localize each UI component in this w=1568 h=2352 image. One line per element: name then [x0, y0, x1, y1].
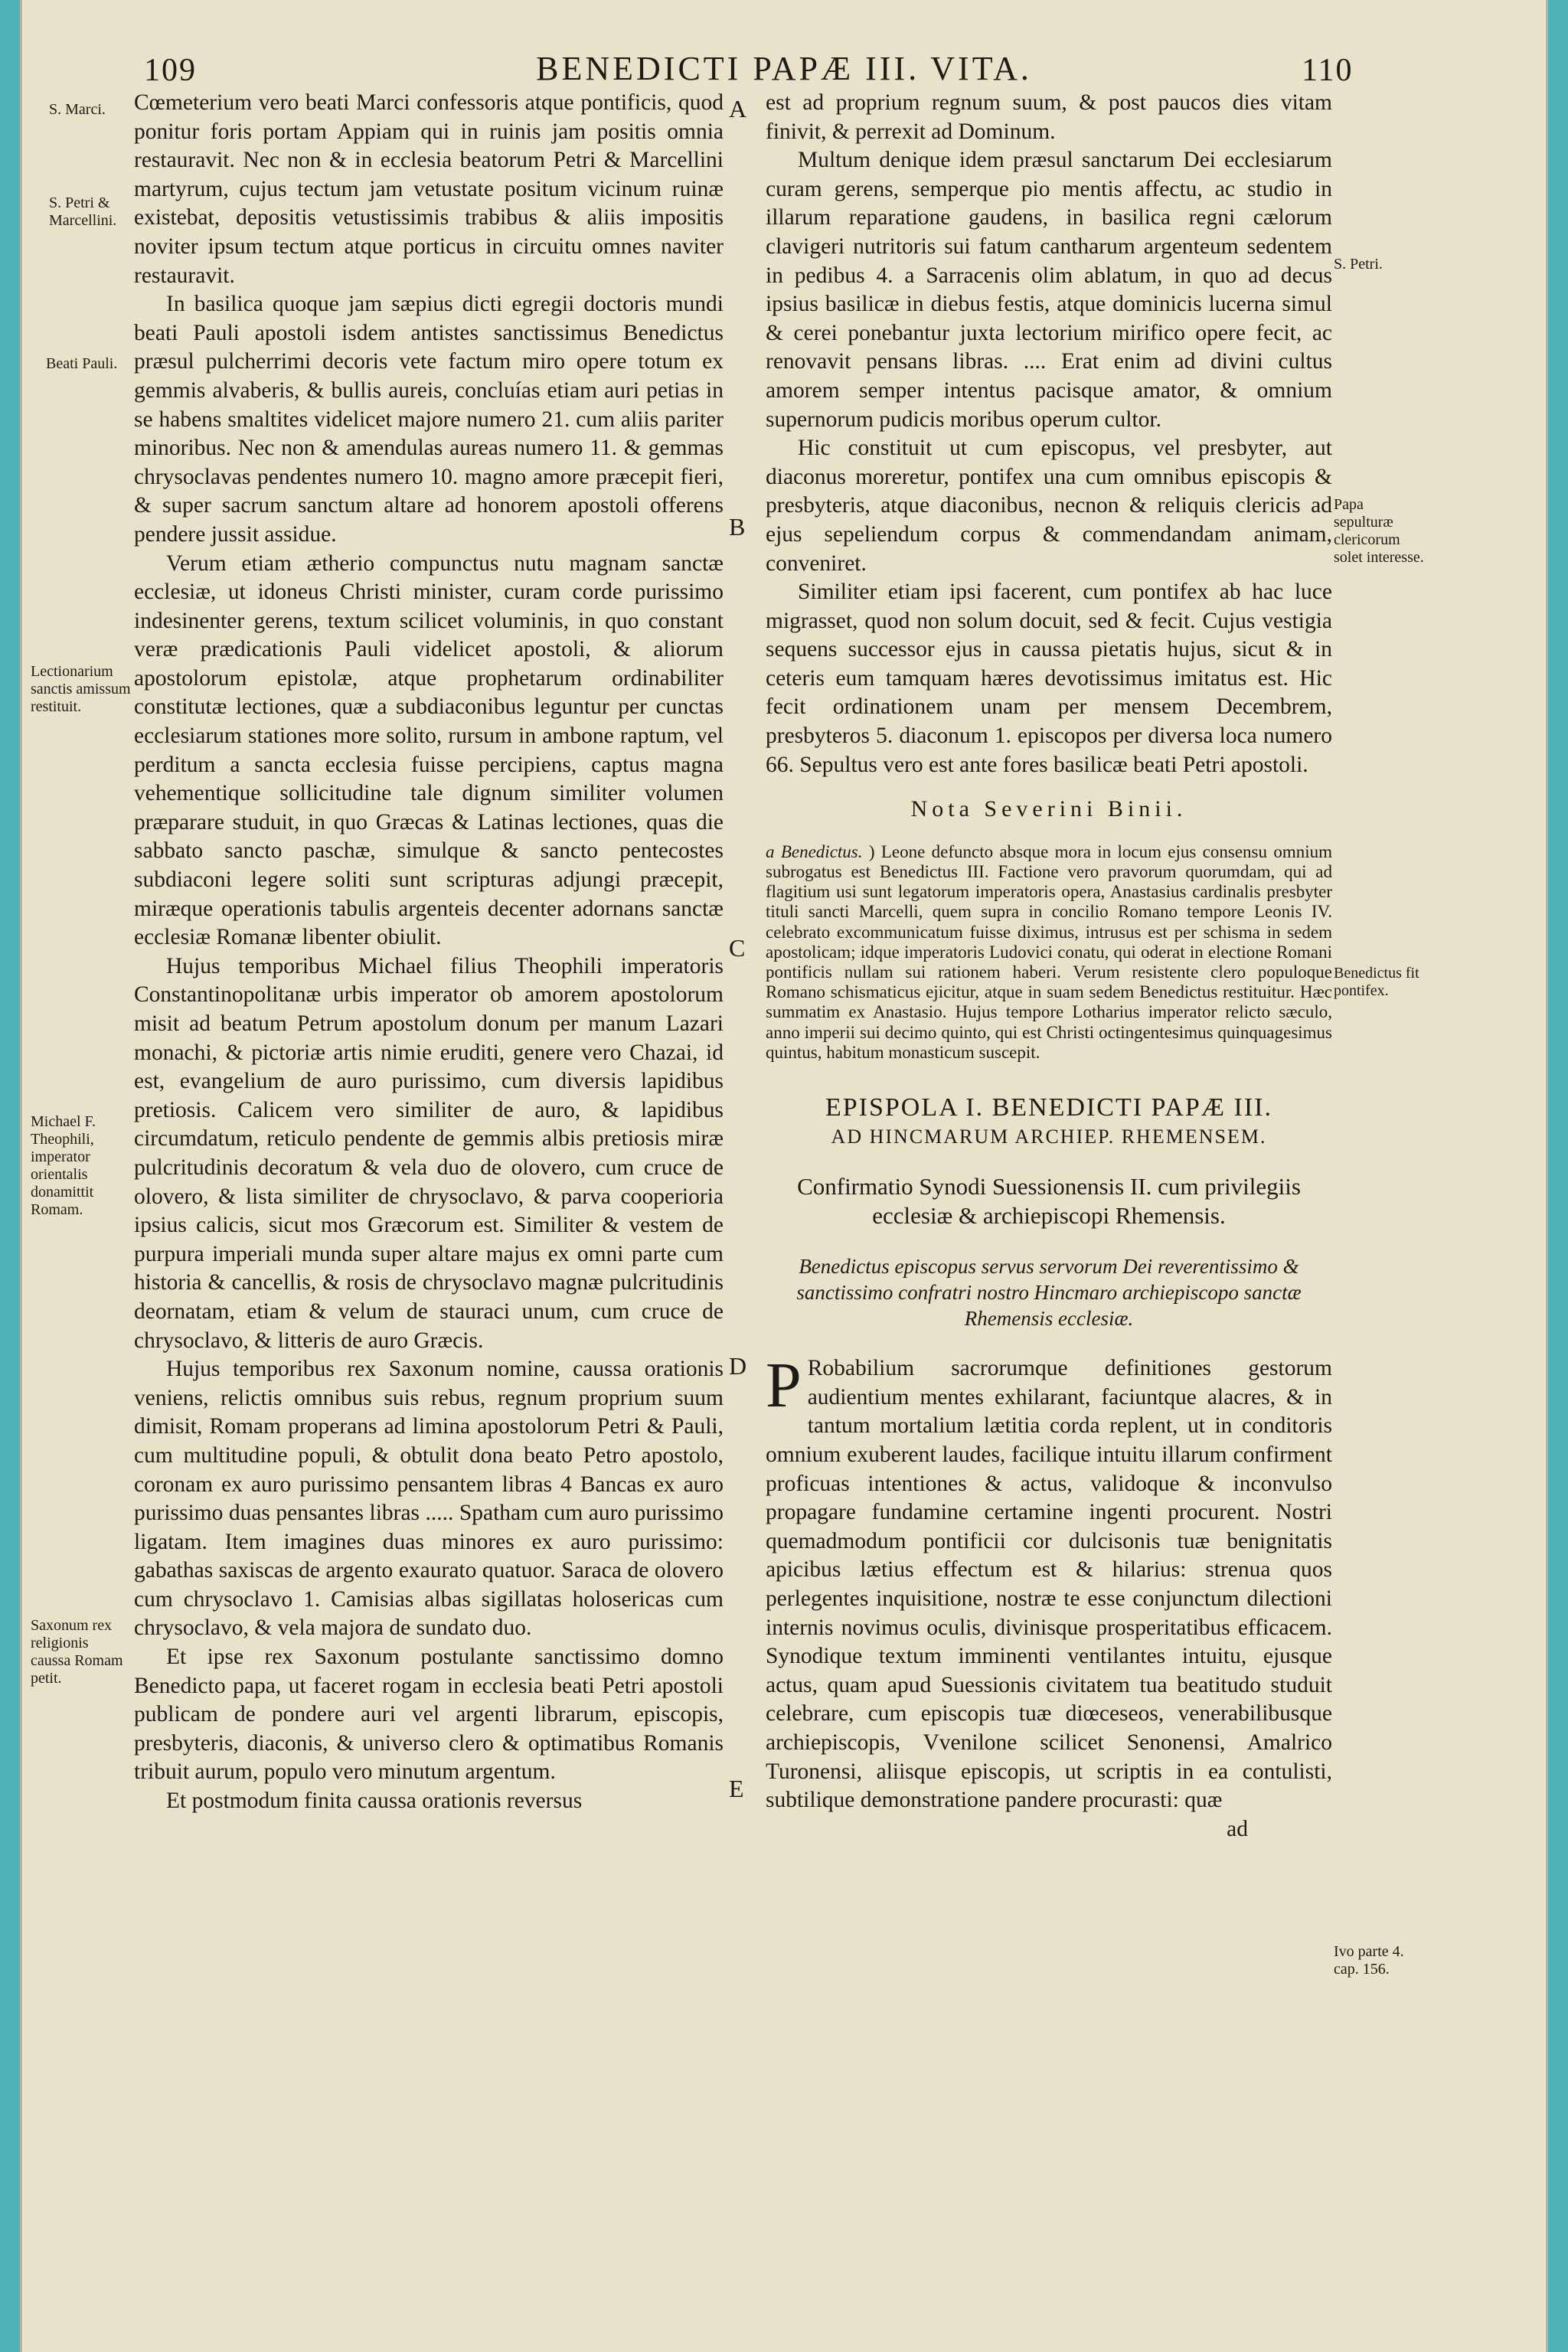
nota-lead: a Benedictus.	[766, 841, 863, 861]
running-title: BENEDICTI PAPÆ III. VITA.	[536, 50, 1032, 87]
paragraph: Multum denique idem præsul sanctarum Dei ecclesiarum curam gerens, semperque pio mentis affectu, ac studio in illarum reparatione gaudens, in basilica regni cælorum clavigeri nutritoris sui fatum cantharum argenteum sedentem in pedibus 4. a Sarracenis olim ablatum, in quo ad decus ipsius basilicæ in diebus festis, atque dominicis lucerna simul & cerei ponebantur juxta lectorium mirifico opere fecit, ac renovavit pensans libras. .... Erat enim ad divini cultus amorem semper intentus pacisque amator, & omnium supernorum pudicis moribus operum cultor.	[766, 148, 1332, 432]
drop-capital: P	[766, 1350, 802, 1422]
left-column-text	[134, 89, 724, 1816]
page-edge-right	[1546, 0, 1548, 2352]
paragraph: Similiter etiam ipsi facerent, cum pontifex ab hac luce migrasset, quod non solum docuit, sed & fecit. Cujus vestigia sequens successor ejus in caussa pietatis hujus, sicut & in ceteris eum tamquam hæres devotissimus imitatus est. Hic fecit ordinationem unam per mensem Decembrem, presbyteros 5. diaconum 1. episcopos per diversa loca numero 66. Sepultus vero est ante fores basilicæ beati Petri apostoli.	[766, 580, 1332, 777]
margin-note-saxonum-rex: Saxonum rex religionis caussa Romam petit.	[31, 1617, 123, 1687]
right-page-number: 110	[1302, 53, 1354, 88]
section-letter-c: C	[729, 934, 746, 962]
margin-note-petri-marcellini: S. Petri & Marcellini.	[49, 194, 117, 229]
section-letter-d: D	[729, 1352, 747, 1380]
epistola-title: EPISPOLA I. BENEDICTI PAPÆ III.	[825, 1093, 1272, 1122]
margin-note-lectionarium: Lectionarium sanctis amissum restituit.	[31, 663, 131, 715]
scan-edge-right	[1548, 0, 1568, 2352]
section-letter-b: B	[729, 513, 746, 541]
paragraph: Verum etiam ætherio compunctus nutu magnam sanctæ ecclesiæ, ut idoneus Christi minister, curam corde purissimo indesinenter gerens, textum scilicet voluminis, in quo constant veræ prædicationis Pauli videlicet apostoli, & aliorum apostolorum epistolæ, atque prophetarum ordinabiliter constitutæ lectiones, quæ a subdiaconibus leguntur per cunctas ecclesiarum stationes more solito, rursum in ambone raptum, vel perditum a sancta ecclesia fuisse percipiens, captus magna vehementique sollicitudine tale dignum similiter volumen præparare studuit, in quo Græcas & Latinas lectiones, quas die sabbato sancto paschæ, simulque & sancto pentecostes subdiaconi legere soliti sunt scripturas adjungi præcepit, miræque operationis tabulis argenteis decenter adornans sanctæ ecclesiæ Romanæ libenter obiulit.	[134, 550, 724, 950]
epistola-salutation: Benedictus episcopus servus servorum Dei reverentissimo & sanctissimo confratri nostro Hincmaro archiepiscopo sanctæ Rhemensis ecclesiæ.	[796, 1255, 1302, 1331]
margin-note-papa-sepulturae: Papa sepulturæ clericorum solet interesse.	[1334, 496, 1424, 566]
epistola-body	[766, 1350, 1332, 1815]
paragraph: Et postmodum finita caussa orationis reversus	[166, 1788, 583, 1814]
paragraph: Et ipse rex Saxonum postulante sanctissimo domno Benedicto papa, ut faceret rogam in ecclesia beati Petri apostoli publicam de pondere auri vel argenti librarum, episcopis, presbyteris, diaconis, & universo clero & optimatibus Romanis tribuit aurum, populo vero minutum argentum.	[134, 1645, 724, 1785]
epistola-confirmatio: Confirmatio Synodi Suessionensis II. cum privilegiis ecclesiæ & archiepiscopi Rhemensis.	[797, 1173, 1301, 1230]
margin-note-s-marci: S. Marci.	[49, 101, 106, 118]
section-letter-a: A	[729, 95, 747, 122]
nota-body: ) Leone defuncto absque mora in locum ejus consensu omnium subrogatus est Benedictus III. Factione vero pravorum quorumdam, qui ad flagitium usi sunt legatorum imperatoris opera, Anastasius cardinalis presbyter tituli sancti Marcelli, quem supra in concilio Romano tempore Leonis IV. celebrato excommunicatum fuisse diximus, intrusus est per schisma in sedem apostolicam; idque imperatoris Ludovici conatu, qui oderat in electione Romani pontificis nullam sui rationem haberi. Verum resistente clero populoque Romano schismaticus ejicitur, atque in suam sedem Benedictus restituitur. Hæc summatim ex Anastasio. Hujus tempore Lotharius imperator relicto sæculo, anno imperii sui decimo quinto, qui est Christi octingentesimus quinquagesimus quintus, habitum monasticum suscepit.	[766, 841, 1333, 1062]
page-edge-left	[20, 0, 22, 2352]
nota-text	[766, 842, 1332, 1063]
paragraph: Hujus temporibus Michael filius Theophili imperatoris Constantinopolitanæ urbis imperator ob amorem apostolorum misit ad beatum Petrum apostolum donum per manum Lazari monachi, & pictoriæ artis nimie eruditi, genere vero Chazai, id est, evangelium de auro purissimo, cum diversis lapidibus pretiosis. Calicem vero similiter de auro, & lapidibus circumdatum, reticulo pendente de gemmis albis pretiosis miræ pulcritudinis decoratum & vela duo de olovero, cum cruce de olovero, & lista similiter de chrysoclavo, & parva cooperioria ipsius calicis, sicut mos Græcorum est. Similiter & vestem de purpura imperiali munda super altare majus ex omni parte cum historia & cancellis, & rosis de chrysoclavo magnæ pulcritudinis deornatam, etiam & velum de stauraci unum, cum cruce de chrysoclavo, & litteris de auro Græcis.	[134, 953, 724, 1353]
epistola-body-text: Robabilium sacrorumque definitiones gestorum audientium mentes exhilarant, faciuntque alacres, & in tantum mortalium lætitia corda replent, ut in conditoris omnium exuberent laudes, facilique intuitu illarum confirment proficuas intentiones & actus, validoque & inconvulso propagare fundamine certamine ingenti procurent. Nostri quemadmodum pontificii cor dulcisonis tuæ benignitatis apicibus lætius effectum est & hilarius: strenua quos perlegentes inquisitione, nostræ te esse conjunctum dilectioni internis novimus oculis, divinisque prosperitatibus efficacem. Synodique textum imminenti ventilantes intuitu, ejusque actus, quam apud Suessionis civitatem tua beatitudo studuit celebrare, cum episcopis tuæ diœceseos, venerabilibusque archiepiscopis, Vvenilone scilicet Senonensi, Amalrico Turonensi, aliisque episcopis, ut scriptis in ea contulisti, subtilique demonstratione pandere procurasti: quæ	[766, 1356, 1332, 1813]
catchword: ad	[1227, 1816, 1248, 1841]
paragraph: Hujus temporibus rex Saxonum nomine, caussa orationis veniens, relictis omnibus suis rebus, regnum proprium suum dimisit, Romam properans ad limina apostolorum Petri & Pauli, cum multitudine populi, & obtulit dona beato Petro apostolo, coronam ex auro purissimo pensantem libras 4 Bancas ex auro purissimo duas pensantes libras ..... Spatham cum auro purissimo ligatam. Item imagines duas minores ex auro purissimo: gabathas saxiscas de argento exaurato quatuor. Saraca de olovero cum chrysoclavo 1. Camisias albas sigillatas holosericas cum chrysoclavo, & vela majora de sundato duo.	[134, 1357, 724, 1641]
left-page-number: 109	[144, 53, 197, 88]
scan-edge-left	[0, 0, 20, 2352]
margin-note-benedictus-pontifex: Benedictus fit pontifex.	[1334, 965, 1419, 999]
margin-note-beati-pauli: Beati Pauli.	[46, 355, 118, 372]
margin-note-ivo: Ivo parte 4. cap. 156.	[1334, 1943, 1404, 1978]
epistola-subtitle: AD HINCMARUM ARCHIEP. RHEMENSEM.	[831, 1125, 1267, 1148]
nota-heading: Nota Severini Binii.	[910, 796, 1187, 822]
section-letter-e: E	[729, 1775, 744, 1802]
paragraph: est ad proprium regnum suum, & post paucos dies vitam finivit, & perrexit ad Dominum.	[766, 90, 1332, 144]
paragraph: Cœmeterium vero beati Marci confessoris atque pontificis, quod ponitur foris portam Appiam qui in ruinis jam positis omnia restauravit. Nec non & in ecclesia beatorum Petri & Marcellini martyrum, cujus tectum jam vetustate positum vicinum ruinæ existebat, depositis vetustissimis trabibus & aliis impositis noviter ipsum tectum atque porticus in circuitu omnes naviter restauravit.	[134, 90, 724, 288]
right-column-text	[766, 89, 1332, 1844]
margin-note-s-petri: S. Petri.	[1334, 256, 1383, 273]
paragraph: Hic constituit ut cum episcopus, vel presbyter, aut diaconus moreretur, pontifex una cum omnibus episcopis & presbyteris, atque diaconibus, necnon & reliquis clericis ad ejus sepeliendum corpus & commendandam animam, conveniret.	[766, 436, 1332, 576]
paragraph: In basilica quoque jam sæpius dicti egregii doctoris mundi beati Pauli apostoli isdem antistes sanctissimus Benedictus præsul pulcherrimi decoris vete factum miro opere totum ex gemmis alvaberis, & bullis aureis, concluías etiam auri petias in se habens smaltites videlicet majore numero 21. cum aliis pariter minoribus. Nec non & amendulas aureas numero 11. & gemmas chrysoclavas pendentes numero 10. magno amore præcepit fieri, & super sacrum sanctum altare ad honorem apostoli offerens pendere jussit assidue.	[134, 292, 724, 547]
margin-note-michael: Michael F. Theophili, imperator orientalis donamittit Romam.	[31, 1113, 96, 1218]
